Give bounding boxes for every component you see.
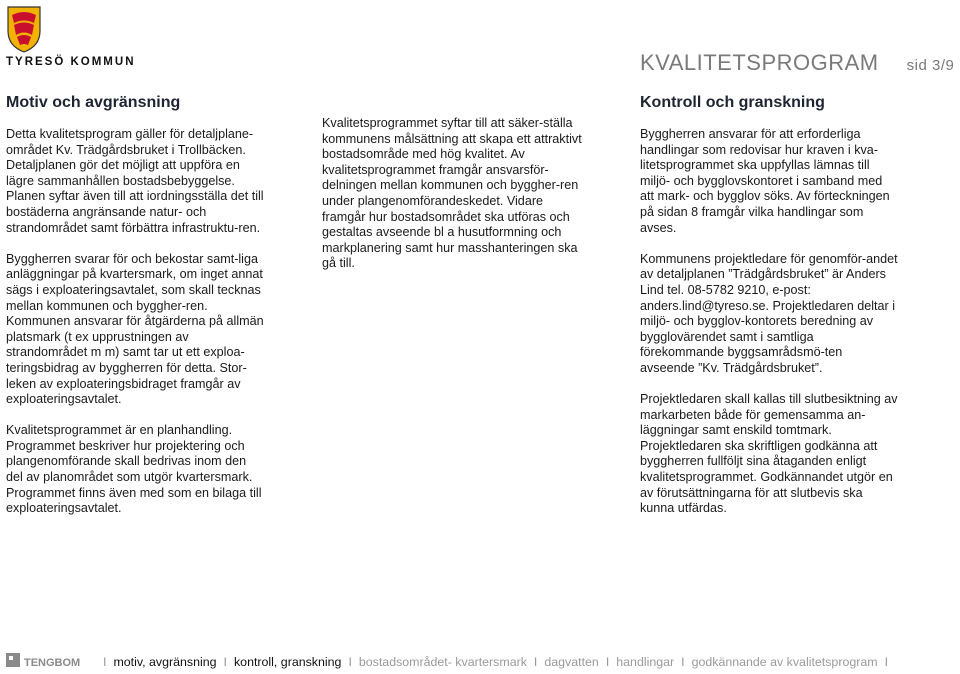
paragraph: Kommunens projektledare för genomför-andet av detaljplanen ”Trädgårdsbruket” är Anders Lind tel. 08-5782 9210, e-post: anders.lind@tyreso.se. Projektledaren deltar i miljö- och bygglov-kontorets beredning av bygglovärendet samt i samtliga förekommande byggsamrådsmö-ten avseende ”Kv. Trädgårdsbruket”. bbox=[640, 251, 898, 375]
nav-separator: I bbox=[605, 655, 610, 669]
document-title bbox=[640, 50, 954, 76]
tengbom-logo-text: TENGBOM bbox=[24, 657, 81, 669]
nav-item[interactable]: bostadsområdet- kvartersmark bbox=[358, 655, 527, 669]
tyreso-coat-of-arms-icon bbox=[6, 5, 42, 58]
nav-separator: I bbox=[103, 655, 107, 669]
nav-separator: I bbox=[884, 655, 889, 669]
tengbom-logo bbox=[6, 651, 82, 669]
nav-separator: I bbox=[348, 655, 352, 669]
footer-navigation bbox=[96, 655, 895, 669]
heading-kontroll: Kontroll och granskning bbox=[640, 94, 825, 111]
document-title-text: KVALITETSPROGRAM bbox=[640, 50, 879, 75]
nav-item[interactable]: motiv, avgränsning bbox=[113, 655, 217, 669]
heading-motiv: Motiv och avgränsning bbox=[6, 94, 181, 111]
column-motiv bbox=[6, 93, 264, 532]
nav-separator: I bbox=[223, 655, 227, 669]
paragraph: Detta kvalitetsprogram gäller för detaljplane-området Kv. Trädgårdsbruket i Trollbäcken. Detaljplanen gör det möjligt att uppföra en lägre sammanhållen bostadsbebyggelse. Planen syftar även till att iordningsställa det till bostäderna angränsande natur- och strandområdet samt förbättra infrastruktu-ren. bbox=[6, 127, 264, 235]
paragraph: Byggherren ansvarar för att erforderliga handlingar som redovisar hur kraven i kva-litetsprogrammet ska uppfyllas lämnas till miljö- och bygglovskontoret i samband med att mark- och bygglov söks. Av förteckningen på sidan 8 framgår vilka handlingar som avses. bbox=[640, 127, 890, 235]
paragraph: Kvalitetsprogrammet syftar till att säker-ställa kommunens målsättning att skapa ett attraktivt bostadsområde med hög kvalitet. Av kvalitetsprogrammet framgår ansvarsför-delningen mellan kommunen och byggher-ren under plangenomförandeskedet. Vidare framgår hur bostadsområdet ska utföras och gestaltas avseende bl a husutformning och markplanering samt hur masshanteringen ska gå till. bbox=[322, 116, 582, 271]
page-number: sid 3/9 bbox=[906, 57, 955, 74]
nav-item[interactable]: kontroll, granskning bbox=[233, 655, 342, 669]
nav-item[interactable]: dagvatten bbox=[544, 655, 599, 669]
municipality-name: TYRESÖ KOMMUN bbox=[6, 56, 136, 68]
nav-separator: I bbox=[681, 655, 685, 669]
paragraph: Kvalitetsprogrammet är en planhandling. Programmet beskriver hur projektering och plangenomförande skall bedrivas inom den del av planområdet som utgör kvartersmark. Programmet finns även med som en bilaga till exploateringsavtalet. bbox=[6, 423, 262, 516]
paragraph: Projektledaren skall kallas till slutbesiktning av markarbeten både för gemensamma an-läggningar samt enskild tomtmark. Projektledaren ska skriftligen godkänna att byggherren fullföljt sina åtaganden enligt kvalitetsprogrammet. Godkännandet utgör en av förutsättningarna för att slutbevis ska kunna utfärdas. bbox=[640, 392, 898, 516]
nav-item[interactable]: handlingar bbox=[616, 655, 675, 669]
nav-separator: I bbox=[533, 655, 538, 669]
column-purpose bbox=[322, 116, 582, 288]
column-kontroll bbox=[640, 93, 898, 532]
paragraph: Byggherren svarar för och bekostar samt-liga anläggningar på kvartersmark, om inget annat sägs i exploateringsavtalet, som skall tecknas mellan kommunen och byggher-ren. Kommunen ansvarar för åtgärderna på allmän platsmark (t ex upprustningen av strandområdet m m) samt tar ut ett exploa-teringsbidrag av byggherren för detta. Stor-leken av exploateringsbidraget framgår av exploateringsavtalet. bbox=[6, 251, 264, 407]
nav-item[interactable]: godkännande av kvalitetsprogram bbox=[691, 655, 878, 669]
